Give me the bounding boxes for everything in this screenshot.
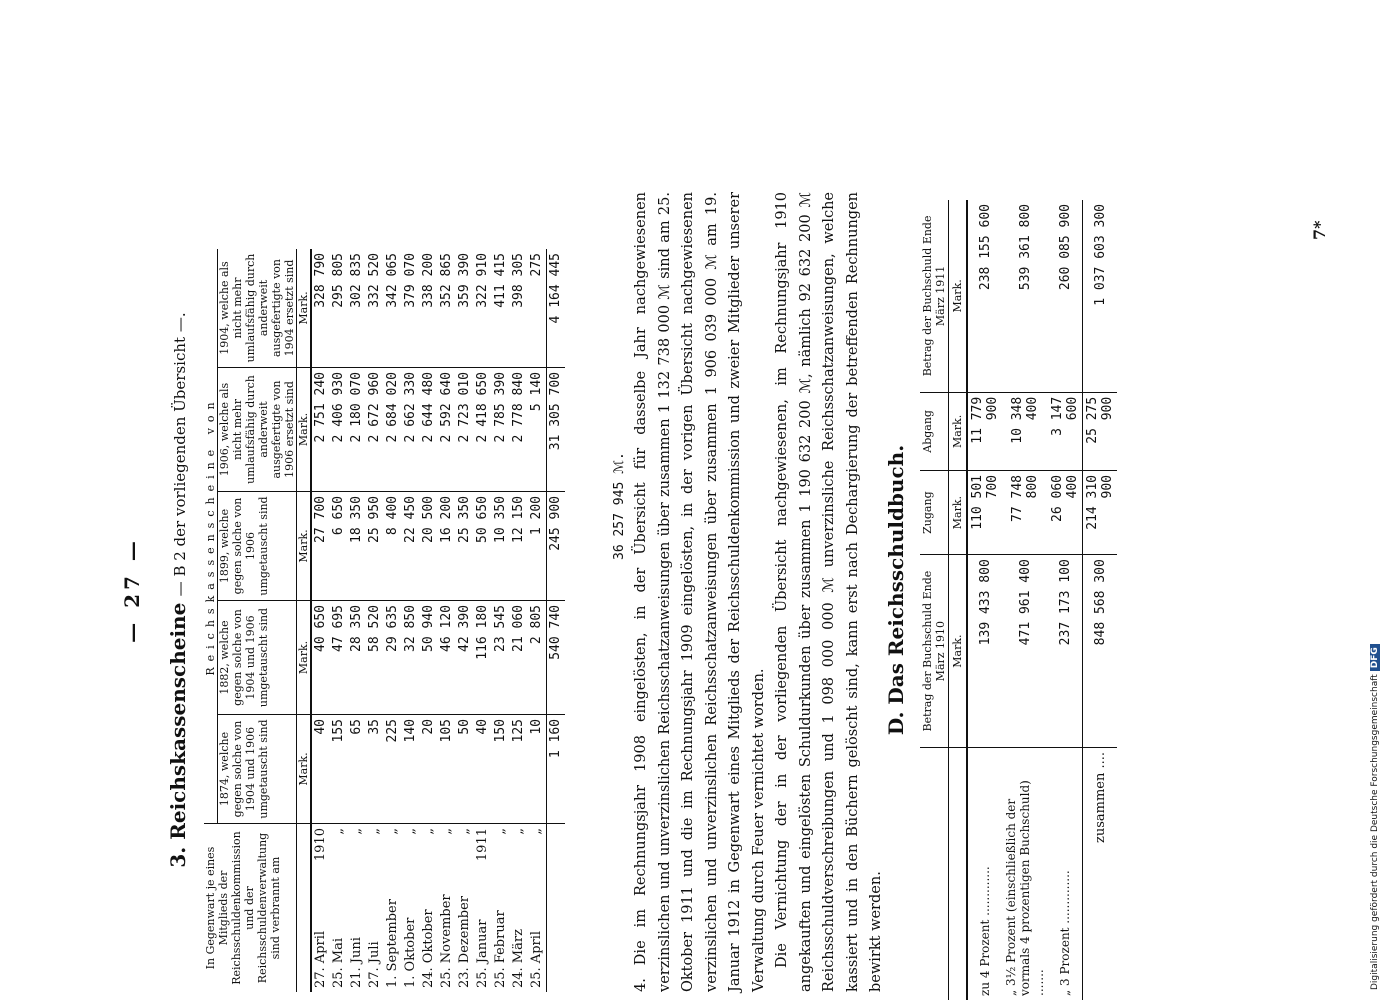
- rotated-document-page: [120, 180, 1329, 1000]
- row-value: 260 085 900: [1048, 200, 1083, 392]
- row-value: 238 155 600: [967, 200, 1002, 392]
- row-date: 23. Dezember: [457, 895, 472, 988]
- total-buchschuld-1911: 1 037 603 300: [1083, 200, 1118, 392]
- row-value: 105: [438, 715, 456, 824]
- row-date-cell: [311, 824, 330, 993]
- row-value: 295 805: [330, 249, 348, 368]
- row-value: 65: [348, 715, 366, 824]
- row-value: 40: [474, 715, 492, 824]
- row-value: 29 635: [384, 601, 402, 715]
- row-value: 22 450: [402, 492, 420, 601]
- row-value: 8 400: [384, 492, 402, 601]
- row-value: 21 060: [510, 601, 528, 715]
- row-value: 539 361 800: [1002, 200, 1048, 392]
- row-value: 12 150: [510, 492, 528, 601]
- row-year: „: [439, 828, 454, 835]
- row-value: 2 805: [528, 601, 547, 715]
- table-row: [420, 249, 438, 992]
- row-value: 35: [366, 715, 384, 824]
- row-value: 342 065: [384, 249, 402, 368]
- row-date-cell: [438, 824, 456, 993]
- row-year: „: [367, 828, 382, 835]
- row-value: 359 390: [456, 249, 474, 368]
- table-row: [438, 249, 456, 992]
- unit-label: Mark.: [949, 470, 968, 554]
- signature-mark: 7*: [1310, 220, 1329, 240]
- row-year: „: [349, 828, 364, 835]
- col-header-1882: 1882, welche gegen solche von 1904 und 1906 umgetauscht sind: [218, 601, 297, 715]
- row-date-cell: [402, 824, 420, 993]
- table-row: [384, 249, 402, 992]
- row-value: 10: [528, 715, 547, 824]
- unit-label: Mark.: [949, 200, 968, 392]
- row-date: 24. Oktober: [421, 909, 436, 988]
- table-row: [402, 249, 420, 992]
- dfg-logo-badge: DFG: [1370, 644, 1380, 671]
- table-body: [967, 200, 1083, 1000]
- paragraph-4-part-1: 4. Die im Rechnungsjahr 1908 eingelösten, in der Übersicht für dasselbe Jahr nachgewiesenen verzinslichen und unverzinslichen Reichsschatzanweisungen über zusammen 1 132 738 000 ℳ sind am 25. Oktober 1911 und die im Rechnungsjahr 1909 eingelösten, in der vorigen Übersicht nachgewiesenen verzinslichen und unverzinslichen Reichsschatzanweisungen über zusammen 1 906 039 000 ℳ am 19. Januar 1912 in Gegenwart eines Mitglieds der Reichsschuldenkommission und zweier Mitglieder unserer Verwaltung durch Feuer vernichtet worden.: [633, 192, 767, 992]
- row-value: 302 835: [348, 249, 366, 368]
- table-row: [1002, 200, 1048, 1000]
- row-value: 398 305: [510, 249, 528, 368]
- total-1899: 245 900: [547, 492, 566, 601]
- row-date-cell: [384, 824, 402, 993]
- row-value: 155: [330, 715, 348, 824]
- row-value: 28 350: [348, 601, 366, 715]
- row-value: 46 120: [438, 601, 456, 715]
- row-value: 110 501 700: [967, 470, 1002, 554]
- col-header-zugang: Zugang: [920, 470, 949, 554]
- total-1906: 31 305 700: [547, 368, 566, 492]
- row-value: 11 779 900: [967, 392, 1002, 470]
- row-value: 2 662 330: [402, 368, 420, 492]
- row-value: 20 500: [420, 492, 438, 601]
- row-value: 2 592 640: [438, 368, 456, 492]
- row-value: 42 390: [456, 601, 474, 715]
- row-date: 25. Mai: [331, 937, 346, 988]
- unit-label: Mark.: [297, 601, 312, 715]
- total-zugang: 214 310 900: [1083, 470, 1118, 554]
- row-value: 2 723 010: [456, 368, 474, 492]
- row-value: 116 180: [474, 601, 492, 715]
- row-label: „ 3 Prozent ..............: [1058, 870, 1072, 996]
- row-date-cell: [474, 824, 492, 993]
- row-year: „: [331, 828, 346, 835]
- totals-blank: [547, 824, 566, 993]
- row-date: 21. Juni: [349, 937, 364, 988]
- row-value: 411 415: [492, 249, 510, 368]
- row-value: 40: [311, 715, 330, 824]
- total-1904: 4 164 445: [547, 249, 566, 368]
- row-date-cell: [510, 824, 528, 993]
- row-date: 24. März: [511, 929, 526, 988]
- group-header: Reichskassenscheine von: [204, 249, 218, 824]
- row-value: 50: [456, 715, 474, 824]
- row-value: 2 418 650: [474, 368, 492, 492]
- row-label: zu 4 Prozent .............: [978, 866, 992, 996]
- row-date: 25. November: [439, 894, 454, 988]
- row-year: „: [493, 828, 508, 835]
- row-date-cell: [456, 824, 474, 993]
- row-value: 40 650: [311, 601, 330, 715]
- section-heading: 3. Reichskassenscheine: [166, 602, 190, 868]
- table-row: [366, 249, 384, 992]
- row-value: 379 070: [402, 249, 420, 368]
- unit-label: Mark.: [297, 492, 312, 601]
- col-header-1899: 1899, welche gegen solche von 1906 umgetauscht sind: [218, 492, 297, 601]
- row-date: 25. Januar: [475, 919, 490, 988]
- row-value: 2 785 390: [492, 368, 510, 492]
- row-value: 10 348 400: [1002, 392, 1048, 470]
- row-value: 2 406 930: [330, 368, 348, 492]
- row-date: 27. April: [313, 930, 328, 988]
- unit-label: Mark.: [949, 392, 968, 470]
- row-value: 25 350: [456, 492, 474, 601]
- col-header-buchschuld-1911: Betrag der Buchschuld Ende März 1911: [920, 200, 949, 392]
- row-date: 27. Juli: [367, 941, 382, 988]
- page-number: — 27 —: [120, 537, 144, 643]
- row-label: „ 3½ Prozent (einschließlich der vormals 4 prozentigen Buchschuld) .......: [1004, 780, 1046, 996]
- row-value: 25 950: [366, 492, 384, 601]
- section-d-title: D. Das Reichsschuldbuch.: [884, 444, 908, 736]
- table-row: [1048, 200, 1083, 1000]
- row-value: 50 650: [474, 492, 492, 601]
- unit-blank: [297, 824, 312, 993]
- row-value: 338 200: [420, 249, 438, 368]
- col-header-blank: [920, 748, 949, 1000]
- table-row: [311, 249, 330, 992]
- table-row: [967, 200, 1002, 1000]
- unit-label: Mark.: [297, 368, 312, 492]
- paragraph-4: [630, 192, 889, 992]
- totals-row: [1083, 200, 1118, 1000]
- total-buchschuld-1910: 848 568 300: [1083, 555, 1118, 748]
- table-row: [456, 249, 474, 992]
- row-value: 16 200: [438, 492, 456, 601]
- row-date-cell: [366, 824, 384, 993]
- row-value: 150: [492, 715, 510, 824]
- unit-blank: [949, 748, 968, 1000]
- row-value: 26 060 400: [1048, 470, 1083, 554]
- row-value: 2 778 840: [510, 368, 528, 492]
- row-date-cell: [492, 824, 510, 993]
- col-header-buchschuld-1910: Betrag der Buchschuld Ende März 1910: [920, 555, 949, 748]
- row-date: 25. Februar: [493, 910, 508, 988]
- row-year: „: [385, 828, 400, 835]
- col-header-1904: 1904, welche als nicht mehr umlaufsfähig durch anderweit ausgefertigte von 1904 ersetzt sind: [218, 249, 297, 368]
- row-year: „: [529, 828, 544, 835]
- row-year: „: [511, 828, 526, 835]
- row-value: 5 140: [528, 368, 547, 492]
- unit-label: Mark.: [297, 249, 312, 368]
- row-year: „: [421, 828, 436, 835]
- row-value: 140: [402, 715, 420, 824]
- row-value: 77 748 800: [1002, 470, 1048, 554]
- row-value: 20: [420, 715, 438, 824]
- row-value: 2 644 480: [420, 368, 438, 492]
- row-value: 58 520: [366, 601, 384, 715]
- row-value: 328 790: [311, 249, 330, 368]
- grand-total: 36 257 945 ℳ.: [612, 452, 627, 560]
- row-value: 471 961 400: [1002, 555, 1048, 748]
- row-value: 352 865: [438, 249, 456, 368]
- row-date: 1. Oktober: [403, 917, 418, 988]
- row-value: 322 910: [474, 249, 492, 368]
- row-date: 25. April: [529, 930, 544, 988]
- totals-row: [547, 249, 566, 992]
- row-value: 2 672 960: [366, 368, 384, 492]
- digitization-note: [1370, 644, 1380, 990]
- table-row: [330, 249, 348, 992]
- col-header-date: In Gegenwart je eines Mitglieds der Reichsschuldenkommission und der Reichsschuldenverwaltung sind verbrannt am: [204, 824, 297, 993]
- row-value: 125: [510, 715, 528, 824]
- row-value: 10 350: [492, 492, 510, 601]
- row-value: 332 520: [366, 249, 384, 368]
- reichsschuldbuch-table: [920, 200, 1117, 1000]
- table-row: [492, 249, 510, 992]
- row-date: 1. September: [385, 899, 400, 988]
- row-year: 1910: [313, 828, 328, 862]
- row-value: 2 684 020: [384, 368, 402, 492]
- row-year: 1911: [475, 828, 490, 862]
- row-value: 27 700: [311, 492, 330, 601]
- total-1874: 1 160: [547, 715, 566, 824]
- section-subtitle: — B 2 der vorliegenden Übersicht —.: [171, 312, 189, 597]
- table-body: [311, 249, 547, 992]
- row-value: 47 695: [330, 601, 348, 715]
- row-year: „: [457, 828, 472, 835]
- row-value: 32 850: [402, 601, 420, 715]
- unit-label: Mark.: [949, 555, 968, 748]
- row-value: 237 173 100: [1048, 555, 1083, 748]
- total-1882: 540 740: [547, 601, 566, 715]
- row-value: 139 433 800: [967, 555, 1002, 748]
- total-abgang: 25 275 900: [1083, 392, 1118, 470]
- paragraph-4-part-2: Die Vernichtung der in der vorliegenden Übersicht nachgewiesenen, im Rechnungsjahr 1910 angekauften und eingelösten Schuldurkunden über zusammen 1 190 632 200 ℳ, nämlich 92 632 200 ℳ Reichsschuldverschreibungen und 1 098 000 000 ℳ unverzinsliche Reichsschatzanweisungen, welche kassiert und in den Büchern gelöscht sind, kann erst nach Dechargierung der betreffenden Rechnungen bewirkt werden.: [774, 192, 884, 992]
- row-value: 2 180 070: [348, 368, 366, 492]
- col-header-1874: 1874, welche gegen solche von 1904 und 1906 umgetauscht sind: [218, 715, 297, 824]
- row-value: 275: [528, 249, 547, 368]
- totals-label: zusammen ....: [1083, 748, 1118, 1000]
- table-row: [510, 249, 528, 992]
- row-value: 3 147 600: [1048, 392, 1083, 470]
- row-value: 2 751 240: [311, 368, 330, 492]
- row-value: 225: [384, 715, 402, 824]
- row-date-cell: [348, 824, 366, 993]
- unit-label: Mark.: [297, 715, 312, 824]
- table-row: [474, 249, 492, 992]
- row-value: 6 650: [330, 492, 348, 601]
- table-row: [348, 249, 366, 992]
- row-date-cell: [528, 824, 547, 993]
- row-year: „: [403, 828, 418, 835]
- row-value: 1 200: [528, 492, 547, 601]
- col-header-abgang: Abgang: [920, 392, 949, 470]
- col-header-1906: 1906, welche als nicht mehr umlaufsfähig durch anderweit ausgefertigte von 1906 ersetzt sind: [218, 368, 297, 492]
- digitization-text: Digitalisierung gefördert durch die Deutsche Forschungsgemeinschaft: [1370, 674, 1380, 990]
- row-value: 50 940: [420, 601, 438, 715]
- row-date-cell: [330, 824, 348, 993]
- table-row: [528, 249, 547, 992]
- section-title: [166, 180, 190, 1000]
- row-value: 23 545: [492, 601, 510, 715]
- row-value: 18 350: [348, 492, 366, 601]
- reichskassenscheine-table: [204, 249, 565, 992]
- row-date-cell: [420, 824, 438, 993]
